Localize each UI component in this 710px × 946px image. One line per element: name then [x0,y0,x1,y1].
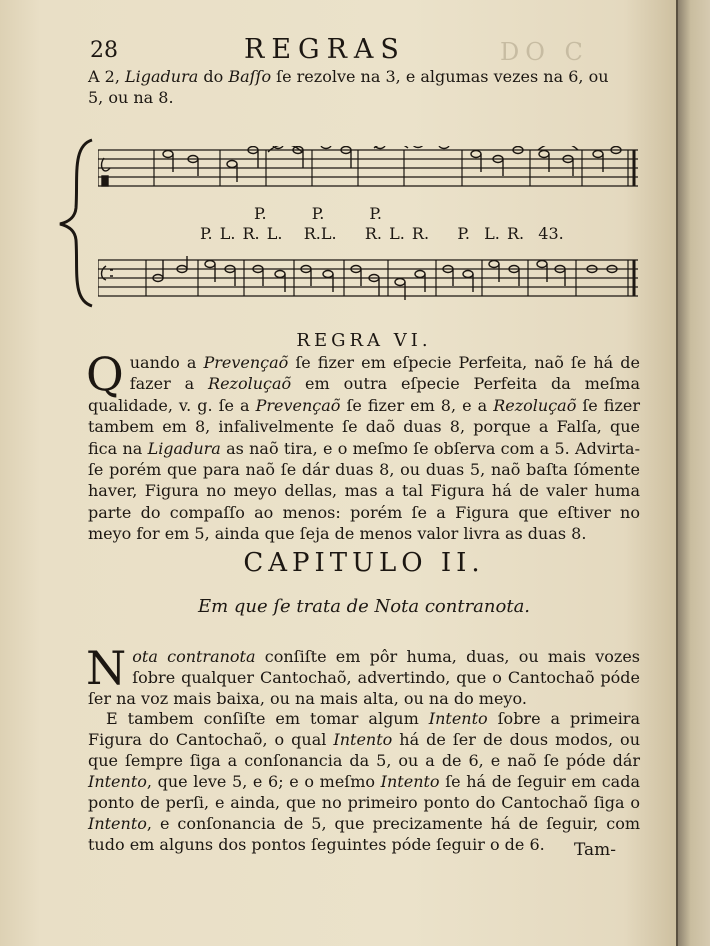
paragraph-2-text [88,709,640,854]
text-run: ſobre a primeira Figura do Cantochaõ, o qual [88,709,640,749]
italic-term: Intento [88,772,147,791]
italic-term: Intento [333,730,393,749]
chapter-title: CAPITULO II. [243,548,485,578]
italic-term: Ligadura [147,438,221,458]
facing-page-edge [678,0,710,946]
intro-italic: Baſſo [228,67,272,86]
interval-label: R.L. [303,224,337,243]
rule-text [86,347,641,544]
italic-term: Rezoluçaõ [493,395,577,415]
label-row-bottom [200,224,564,243]
interval-label: P. [311,204,325,223]
rule-paragraph [86,347,641,545]
text-run: , e conſonancia de 5, que precizamente há de ſeguir, com tudo em alguns dos pontos ſeguintes póde ſeguir o de 6. [88,814,640,854]
text-run: as naõ tira, e o meſmo ſe obſerva com a 5. Advirta-ſe porém que para naõ ſe dár duas 8, ou duas 5, naõ baſta ſómente haver, Figura no meyo dellas, mas a tal Figura há de valer huma parte do compaſſo ao menos: porém ſe a Figura que eſtiver no meyo for em 5, ainda que ſeja de menos valor livra as duas 8. [88,438,641,544]
text-run: ſe há de ſeguir em cada ponto de perſi, e ainda, que no primeiro ponto do Cantochaõ ſiga o [88,772,640,812]
page-number: 28 [90,38,118,63]
italic-term: Prevençaõ [255,395,341,415]
italic-term: Intento [88,814,147,833]
text-run: há de ſer de dous modos, ou que ſempre ſiga a conſonancia da 5, ou a de 6, e naõ ſe póde dár [88,730,640,770]
running-title: REGRAS [244,34,406,65]
system-brace [56,138,96,308]
catchword: Tam- [574,840,617,860]
chapter-subtitle: Em que ſe trata de Nota contranota. [197,596,531,617]
label-row-top [254,204,382,223]
text-run: E tambem conſiſte em tomar algum [106,709,429,728]
italic-term: Prevençaõ [203,353,289,372]
text-run: conſiſte em pôr huma, duas, ou mais vozes ſobre qualquer Cantochaõ, advertindo, que o Cantochaõ póde ſer na voz mais baixa, ou na mais alta, ou na do meyo. [88,647,641,708]
interval-label: R. L. R. [364,224,430,243]
paragraph-1 [86,641,641,709]
drop-cap: Q [86,347,124,401]
text-run: ſe fizer em 8, e a [340,395,494,415]
show-through-text: DO C [500,38,589,66]
intro-paragraph [88,66,640,108]
intro-text: A 2, [88,67,125,86]
intro-italic: Ligadura [125,67,199,86]
intro-text: 5, ou na 8. [88,88,174,107]
paragraph-2 [88,708,640,855]
text-run: , que leve 5, e 6; e o meſmo [146,772,381,791]
interval-label: P. [254,204,267,223]
text-run: ſe fizer em eſpecie Perfeita, naõ ſe há de fazer a [129,353,640,394]
interval-label: P. [457,224,470,243]
drop-cap: N [86,641,127,695]
italic-term: ota contranota [132,647,256,666]
intro-text: do [198,67,229,86]
upper-staff [98,146,638,192]
italic-term: Intento [380,772,440,791]
rule-heading: REGRA VI. [296,330,432,351]
text-run: uando a [129,353,204,372]
intro-text: ſe rezolve na 3, e algumas vezes na 6, ou [271,67,609,86]
paragraph-1-text [86,641,641,708]
lower-staff [98,256,638,302]
interval-label: P. L. R. L. [200,224,283,243]
text-run: em outra eſpecie Perfeita da meſma qualidade, v. g. ſe a [88,374,640,415]
text-run: ſe fizer tambem em 8, infalivelmente ſe daõ duas 8, porque a Falſa, que fica na [88,395,641,458]
interval-label: L. R. [484,224,525,243]
italic-term: Intento [428,709,488,728]
italic-term: Rezoluçaõ [208,374,292,394]
interval-label: P. [369,204,383,223]
interval-label: 43. [538,224,564,243]
